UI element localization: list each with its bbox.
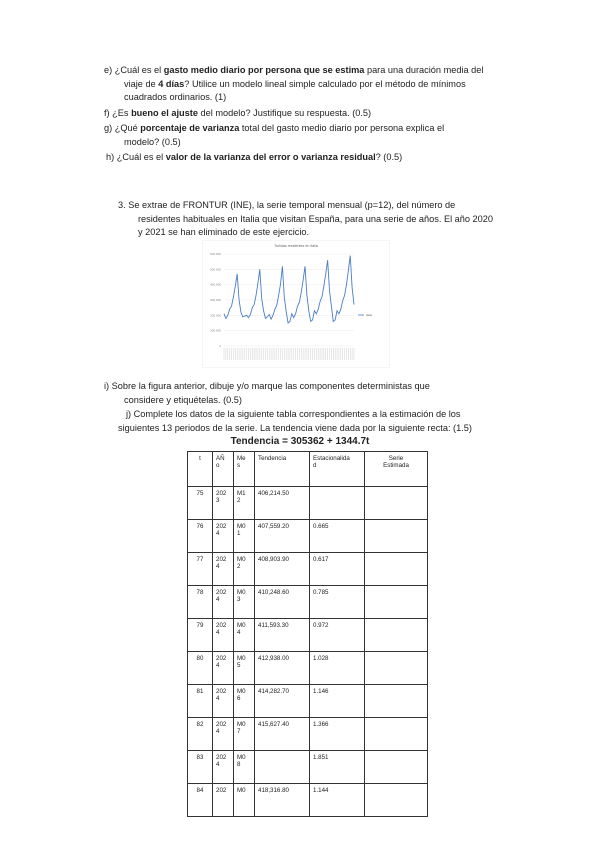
cell-text: AÑ	[216, 455, 225, 462]
cell-col-t	[188, 553, 213, 586]
cell-col-tendencia	[255, 652, 310, 685]
cell-text: 4	[216, 629, 220, 636]
header-col-ano	[213, 452, 234, 487]
cell-col-estacionalidad	[310, 784, 365, 817]
cell-col-ano	[213, 487, 234, 520]
cell-text: M0	[237, 556, 246, 563]
q3-line1: 3. Se extrae de FRONTUR (INE), la serie temporal mensual (p=12), del número de	[118, 200, 456, 210]
y-tick-label: 100,000	[210, 328, 221, 333]
bold-phrase: bueno el ajuste	[131, 108, 198, 118]
cell-text: s	[237, 462, 241, 469]
cell-col-ano	[213, 520, 234, 553]
cell-col-t	[188, 487, 213, 520]
cell-text: Tendencia	[258, 455, 287, 462]
table-row	[188, 487, 428, 520]
table-row	[188, 586, 428, 619]
y-tick-label: 400,000	[210, 282, 221, 287]
cell-col-ano	[213, 751, 234, 784]
header-col-t	[188, 452, 213, 487]
qi-line1: i) Sobre la figura anterior, dibuje y/o marque las componentes deterministas que	[104, 381, 430, 391]
y-tick-label: 0	[219, 344, 221, 348]
table-row	[188, 784, 428, 817]
cell-col-t	[188, 751, 213, 784]
cell-text: 202	[216, 754, 227, 761]
cell-text: 84	[196, 787, 204, 794]
cell-col-estacionalidad	[310, 652, 365, 685]
header-col-mes	[234, 452, 255, 487]
cell-text: 2	[237, 497, 241, 504]
cell-col-t	[188, 685, 213, 718]
cell-text: 5	[237, 662, 241, 669]
cell-col-tendencia	[255, 718, 310, 751]
y-tick-label: 500,000	[210, 267, 221, 272]
cell-col-t	[188, 718, 213, 751]
text-run: total del gasto medio diario por persona explica el	[239, 123, 445, 133]
q3-line3: y 2021 se han eliminado de este ejercicio.	[138, 227, 310, 237]
cell-text: Serie	[388, 455, 404, 462]
cell-text: 0.617	[313, 556, 329, 563]
cell-text: 1.146	[313, 688, 329, 695]
cell-text: M0	[237, 754, 246, 761]
cell-text: 1.851	[313, 754, 329, 761]
cell-col-estacionalidad	[310, 619, 365, 652]
cell-text: 202	[216, 655, 227, 662]
cell-text: 4	[237, 629, 241, 636]
y-tick-label: 600,000	[210, 252, 221, 256]
cell-text: M0	[237, 721, 246, 728]
cell-col-mes	[234, 652, 255, 685]
bold-phrase: porcentaje de varianza	[140, 123, 240, 133]
cell-text: 76	[196, 523, 204, 530]
qi-line2: considere y etiquételas. (0.5)	[124, 394, 242, 405]
qj-line1: j) Complete los datos de la siguiente tabla correspondientes a la estimación de los	[126, 409, 461, 419]
table-header-row	[188, 452, 428, 487]
question-g-line	[104, 122, 444, 136]
cell-text: 0.785	[313, 589, 329, 596]
text-run: ? Utilice un modelo lineal simple calculado por el método de mínimos	[184, 78, 466, 89]
cell-col-serie-estimada[interactable]	[365, 586, 428, 619]
text-run: f) ¿Es	[104, 108, 132, 118]
header-col-tendencia	[255, 452, 310, 487]
question-h-line	[106, 151, 402, 165]
cell-text: 1.144	[313, 787, 329, 794]
cell-text: 6	[237, 695, 241, 702]
question-e-line	[104, 78, 483, 92]
cell-col-tendencia	[255, 520, 310, 553]
cell-text: 202	[216, 523, 227, 530]
cell-col-mes	[234, 586, 255, 619]
text-run: para una duración media del	[364, 65, 484, 75]
table-row	[188, 751, 428, 784]
cell-col-serie-estimada[interactable]	[365, 619, 428, 652]
cell-col-tendencia	[255, 784, 310, 817]
table-row	[188, 652, 428, 685]
cell-text: 80	[196, 655, 204, 662]
cell-text: 1.366	[313, 721, 329, 728]
cell-text: Estimada	[383, 462, 409, 469]
cell-col-estacionalidad	[310, 718, 365, 751]
cell-col-ano	[213, 685, 234, 718]
cell-col-t	[188, 619, 213, 652]
cell-col-mes	[234, 784, 255, 817]
cell-text: 4	[216, 596, 220, 603]
cell-text: 1	[237, 530, 241, 537]
cell-text: 3	[216, 497, 220, 504]
header-col-estacionalidad	[310, 452, 365, 487]
cell-text: 408,903.90	[258, 556, 289, 563]
cell-text: 4	[216, 563, 220, 570]
cell-text: M0	[237, 622, 246, 629]
cell-text: M0	[237, 523, 246, 530]
cell-col-ano	[213, 619, 234, 652]
trend-equation: Tendencia = 305362 + 1344.7t	[230, 436, 370, 447]
bold-phrase: 4 días	[158, 78, 185, 89]
cell-text: t	[199, 455, 201, 462]
cell-col-t	[188, 520, 213, 553]
cell-text: 410,248.60	[258, 589, 289, 596]
cell-text: 202	[216, 622, 227, 629]
table-row	[188, 520, 428, 553]
cell-text: 412,938.00	[258, 655, 289, 662]
bold-phrase: gasto medio diario por persona que se estima	[163, 65, 365, 75]
cell-col-ano	[213, 784, 234, 817]
cell-col-ano	[213, 652, 234, 685]
cell-col-tendencia	[255, 586, 310, 619]
cell-col-mes	[234, 718, 255, 751]
cell-text: 202	[216, 688, 227, 695]
cell-text: Me	[237, 455, 246, 462]
question-e-line	[104, 91, 483, 105]
cell-text: 4	[216, 530, 220, 537]
text-run: del modelo? Justifique su respuesta. (0.5)	[197, 108, 372, 118]
text-run: g) ¿Qué	[104, 123, 141, 133]
cell-col-serie-estimada[interactable]	[365, 487, 428, 520]
cell-text: 202	[216, 589, 227, 596]
cell-text: 0.972	[313, 622, 329, 629]
cell-col-serie-estimada[interactable]	[365, 553, 428, 586]
cell-text: 4	[216, 761, 220, 768]
cell-text: M0	[237, 655, 246, 662]
cell-col-t	[188, 784, 213, 817]
cell-text: 78	[196, 589, 204, 596]
question-h	[106, 151, 402, 165]
table-body	[188, 487, 428, 817]
cell-col-ano	[213, 586, 234, 619]
cell-text: M0	[237, 787, 246, 794]
cell-text: 82	[196, 721, 204, 728]
cell-text: 7	[237, 728, 241, 735]
chart-frame	[202, 240, 390, 368]
q3-line2: residentes habituales en Italia que visitan España, para una serie de años. El año 2020	[138, 213, 493, 224]
cell-col-tendencia	[255, 553, 310, 586]
cell-text: 8	[237, 761, 241, 768]
cell-text: 407,559.20	[258, 523, 289, 530]
estimation-table	[187, 451, 428, 817]
cell-col-serie-estimada[interactable]	[365, 784, 428, 817]
cell-col-mes	[234, 685, 255, 718]
cell-col-mes	[234, 520, 255, 553]
cell-col-estacionalidad	[310, 520, 365, 553]
bold-phrase: valor de la varianza del error o varianza residual	[165, 152, 376, 162]
question-g-line	[104, 136, 444, 150]
cell-col-tendencia[interactable]	[255, 751, 310, 784]
cell-col-tendencia	[255, 487, 310, 520]
question-e	[104, 64, 483, 105]
question-f	[104, 107, 371, 121]
cell-text: 411,593.30	[258, 622, 289, 629]
cell-col-serie-estimada[interactable]	[365, 652, 428, 685]
cell-text: 79	[196, 622, 204, 629]
text-run: cuadrados ordinarios. (1)	[124, 92, 227, 102]
cell-col-mes	[234, 619, 255, 652]
question-f-line	[104, 107, 371, 121]
cell-col-estacionalidad	[310, 586, 365, 619]
cell-text: 415,627.40	[258, 721, 289, 728]
cell-text: 4	[216, 662, 220, 669]
qj-line2: siguientes 13 periodos de la serie. La tendencia viene dada por la siguiente recta: (1.5)	[118, 422, 472, 433]
cell-col-serie-estimada[interactable]	[365, 520, 428, 553]
y-tick-label: 300,000	[210, 298, 221, 302]
cell-col-t	[188, 586, 213, 619]
text-run: e) ¿Cuál es el	[104, 65, 164, 75]
cell-text: 406,214.50	[258, 490, 289, 497]
cell-text: 0.665	[313, 523, 329, 530]
text-run: ? (0.5)	[375, 152, 403, 162]
cell-text: 2	[237, 563, 241, 570]
cell-col-mes	[234, 487, 255, 520]
cell-col-serie-estimada[interactable]	[365, 751, 428, 784]
text-run: viaje de	[124, 78, 159, 89]
text-run: modelo? (0.5)	[124, 136, 181, 147]
cell-col-estacionalidad	[310, 685, 365, 718]
question-j	[118, 408, 472, 435]
cell-text: 202	[216, 721, 227, 728]
table-row	[188, 685, 428, 718]
tourists-line-chart	[202, 240, 390, 368]
cell-text: 202	[216, 556, 227, 563]
cell-text: 77	[196, 556, 204, 563]
question-e-line	[104, 64, 483, 78]
table-row	[188, 718, 428, 751]
text-run: h) ¿Cuál es el	[106, 152, 166, 162]
question-i	[104, 380, 430, 407]
cell-text: 75	[196, 490, 204, 497]
cell-text: 4	[216, 728, 220, 735]
cell-text: M1	[237, 490, 246, 497]
cell-text: o	[216, 462, 220, 469]
cell-col-ano	[213, 718, 234, 751]
cell-text: 83	[196, 754, 204, 761]
cell-col-ano	[213, 553, 234, 586]
cell-text: 202	[216, 490, 227, 497]
cell-col-serie-estimada[interactable]	[365, 685, 428, 718]
cell-col-t	[188, 652, 213, 685]
question-g	[104, 122, 444, 149]
cell-text: d	[313, 462, 317, 469]
cell-text: 81	[196, 688, 204, 695]
cell-text: M0	[237, 688, 246, 695]
cell-col-estacionalidad	[310, 553, 365, 586]
cell-col-tendencia	[255, 619, 310, 652]
cell-col-estacionalidad	[310, 751, 365, 784]
y-tick-label: 200,000	[210, 313, 221, 318]
question-3	[118, 199, 493, 240]
cell-col-tendencia	[255, 685, 310, 718]
cell-text: M0	[237, 589, 246, 596]
cell-text: 3	[237, 596, 241, 603]
cell-text: Estacionalida	[313, 455, 350, 462]
chart-title: Turistas residentes en Italia	[274, 244, 318, 248]
legend-label: Italia	[366, 313, 372, 317]
header-col-serie-estimada	[365, 452, 428, 487]
table-row	[188, 619, 428, 652]
cell-text: 418,316.80	[258, 787, 289, 794]
cell-text: 202	[216, 787, 227, 794]
table-row	[188, 553, 428, 586]
cell-col-serie-estimada[interactable]	[365, 718, 428, 751]
cell-col-mes	[234, 751, 255, 784]
cell-text: 4	[216, 695, 220, 702]
cell-col-estacionalidad[interactable]	[310, 487, 365, 520]
cell-col-mes	[234, 553, 255, 586]
cell-text: 1.028	[313, 655, 329, 662]
cell-text: 414,282.70	[258, 688, 289, 695]
